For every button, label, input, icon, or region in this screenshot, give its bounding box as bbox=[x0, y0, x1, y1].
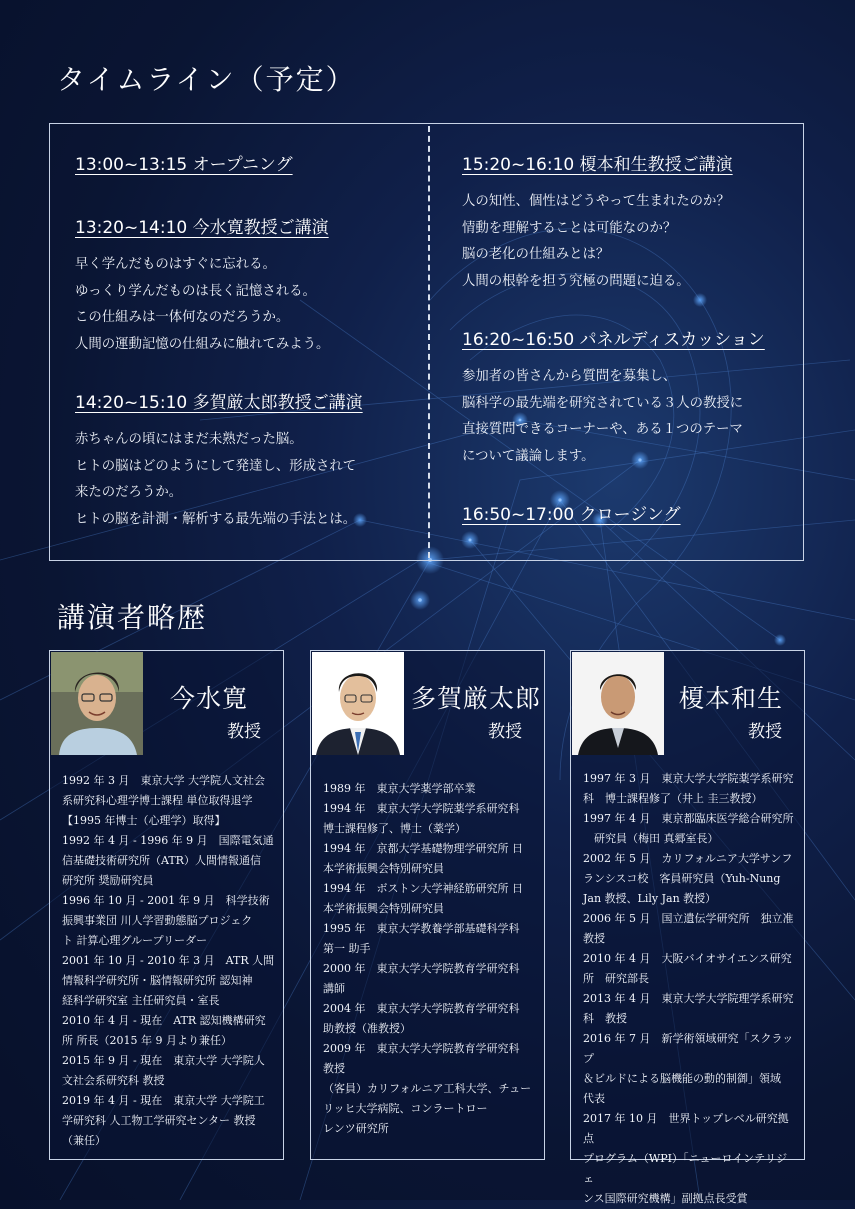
bio-line: 所 所長（2015 年 9 月より兼任） bbox=[62, 1034, 232, 1047]
bio-line: レンツ研究所 bbox=[323, 1122, 389, 1135]
bio-line: 1995 年 東京大学教養学部基礎科学科 bbox=[323, 922, 520, 935]
bio-line: 情報科学研究所・脳情報研究所 認知神 bbox=[62, 974, 253, 987]
speaker-role: 教授 bbox=[748, 722, 782, 742]
timeline-item-description bbox=[462, 364, 792, 470]
bio-line: 本学術振興会特別研究員 bbox=[323, 902, 444, 915]
bio-line: 所 研究部長 bbox=[583, 972, 649, 985]
bio-line: Jan 教授、Lily Jan 教授） bbox=[583, 892, 717, 905]
description-line: この仕組みは一体何なのだろうか。 bbox=[75, 310, 290, 325]
description-line: について議論します。 bbox=[462, 448, 595, 464]
bio-line: 2010 年 4 月 大阪バイオサイエンス研究 bbox=[583, 952, 792, 965]
description-line: 脳科学の最先端を研究されている３人の教授に bbox=[462, 395, 744, 411]
description-line: 情動を理解することは可能なのか？ bbox=[462, 220, 677, 236]
bio-line: 2015 年 9 月 - 現在 東京大学 大学院人 bbox=[62, 1054, 265, 1067]
speaker-name: 多賀厳太郎 bbox=[411, 684, 542, 713]
bio-line: 2016 年 7 月 新学術領域研究「スクラップ bbox=[583, 1032, 794, 1065]
bio-line: プログラム（WPI）「ニューロインテリジェ bbox=[583, 1152, 788, 1185]
bio-line: 1997 年 3 月 東京大学大学院薬学系研究 bbox=[583, 772, 794, 785]
speaker-bio bbox=[323, 779, 536, 1139]
portrait-image bbox=[51, 652, 143, 755]
timeline-divider bbox=[428, 126, 430, 558]
timeline-item-imamizu-lecture bbox=[75, 213, 415, 358]
timeline-right-column bbox=[462, 150, 792, 569]
timeline-item-opening bbox=[75, 150, 415, 189]
description-line: 脳の老化の仕組みとは？ bbox=[462, 247, 610, 262]
speaker-bio bbox=[62, 771, 275, 1151]
timeline-item-time: 13:20~14:10 今水寛教授ご講演 bbox=[75, 218, 329, 238]
bio-line: 助教授（准教授） bbox=[323, 1022, 411, 1035]
bio-line: ランシスコ校 客員研究員（Yuh-Nung bbox=[583, 872, 781, 885]
speaker-name: 今水寛 bbox=[170, 684, 249, 713]
bio-line: 2001 年 10 月 - 2010 年 3 月 ATR 人間 bbox=[62, 954, 275, 967]
bio-line: ＆ビルドによる脳機能の動的制御」領域 bbox=[583, 1072, 781, 1085]
description-line: ゆっくり学んだものは長く記憶される。 bbox=[75, 283, 316, 299]
bio-line: 2010 年 4 月 - 現在 ATR 認知機構研究 bbox=[62, 1014, 266, 1027]
bio-line: 2000 年 東京大学大学院教育学研究科 bbox=[323, 962, 520, 975]
description-line: 赤ちゃんの頃にはまだ未熟だった脳。 bbox=[75, 432, 303, 447]
timeline-item-time: 13:00~13:15 オープニング bbox=[75, 155, 293, 175]
speaker-role: 教授 bbox=[488, 722, 522, 742]
timeline-item-description bbox=[75, 427, 415, 533]
bio-line: 博士課程修了、博士（薬学） bbox=[323, 822, 466, 835]
speaker-card-imamizu bbox=[49, 650, 284, 1160]
speaker-card-taga bbox=[310, 650, 545, 1160]
bio-line: 1989 年 東京大学薬学部卒業 bbox=[323, 782, 476, 795]
description-line: 来たのだろうか。 bbox=[75, 485, 183, 500]
bio-line: 2013 年 4 月 東京大学大学院理学系研究 bbox=[583, 992, 794, 1005]
bio-line: 信基礎技術研究所（ATR）人間情報通信 bbox=[62, 854, 261, 867]
bio-line: 1994 年 東京大学大学院薬学系研究科 bbox=[323, 802, 520, 815]
bio-line: 研究所 奨励研究員 bbox=[62, 874, 154, 887]
bio-line: 1994 年 ボストン大学神経筋研究所 日 bbox=[323, 882, 523, 895]
timeline-item-closing bbox=[462, 500, 792, 539]
bio-line: リッヒ大学病院、コンラートロー bbox=[323, 1102, 488, 1115]
bio-line: 科 博士課程修了（井上 圭三教授） bbox=[583, 792, 763, 805]
bio-line: 2009 年 東京大学大学院教育学研究科 bbox=[323, 1042, 520, 1055]
bio-line: 1997 年 4 月 東京都臨床医学総合研究所 bbox=[583, 812, 794, 825]
portrait-image bbox=[312, 652, 404, 755]
bio-line: 1992 年 4 月 - 1996 年 9 月 国際電気通 bbox=[62, 834, 274, 847]
timeline-item-time: 16:50~17:00 クロージング bbox=[462, 505, 681, 525]
description-line: 人間の根幹を担う究極の問題に迫る。 bbox=[462, 273, 690, 289]
speaker-role: 教授 bbox=[227, 722, 261, 742]
speaker-bio bbox=[583, 769, 796, 1209]
bio-line: 科 教授 bbox=[583, 1012, 627, 1025]
speaker-name: 榎本和生 bbox=[679, 684, 784, 713]
description-line: 人間の運動記憶の仕組みに触れてみよう。 bbox=[75, 336, 330, 352]
description-line: 参加者の皆さんから質問を募集し、 bbox=[462, 369, 677, 384]
bio-line: 本学術振興会特別研究員 bbox=[323, 862, 444, 875]
bio-line: 2002 年 5 月 カリフォルニア大学サンフ bbox=[583, 852, 793, 865]
timeline-item-time: 14:20~15:10 多賀厳太郎教授ご講演 bbox=[75, 393, 363, 413]
bio-line: 代表 bbox=[583, 1092, 605, 1105]
description-line: 人の知性、個性はどうやって生まれたのか？ bbox=[462, 194, 730, 209]
timeline-item-time: 15:20~16:10 榎本和生教授ご講演 bbox=[462, 155, 733, 175]
bio-line: 学研究科 人工物工学研究センター 教授 bbox=[62, 1114, 256, 1127]
bio-line: 経科学研究室 主任研究員・室長 bbox=[62, 994, 220, 1007]
bio-line: 1996 年 10 月 - 2001 年 9 月 科学技術 bbox=[62, 894, 270, 907]
bio-line: 2019 年 4 月 - 現在 東京大学 大学院工 bbox=[62, 1094, 265, 1107]
bio-line: 講師 bbox=[323, 982, 345, 995]
description-line: 直接質問できるコーナーや、ある１つのテーマ bbox=[462, 422, 743, 437]
speaker-card-emoto bbox=[570, 650, 805, 1205]
description-line: 早く学んだものはすぐに忘れる。 bbox=[75, 257, 276, 272]
bio-line: 1992 年 3 月 東京大学 大学院人文社会 bbox=[62, 774, 265, 787]
description-line: ヒトの脳はどのようにして発達し、形成されて bbox=[75, 458, 357, 474]
bio-line: （客員）カリフォルニア工科大学、チュー bbox=[323, 1082, 532, 1095]
speakers-title: 講演者略歴 bbox=[57, 601, 208, 634]
bio-line: ンス国際研究機構」副拠点長受賞 bbox=[583, 1192, 748, 1205]
portrait-image bbox=[572, 652, 664, 755]
description-line: ヒトの脳を計測・解析する最先端の手法とは。 bbox=[75, 511, 357, 527]
bio-line: 研究員（梅田 真郷室長） bbox=[583, 832, 719, 845]
bio-line: 教授 bbox=[323, 1062, 345, 1075]
bio-line: 2017 年 10 月 世界トップレベル研究拠点 bbox=[583, 1112, 789, 1145]
bio-line: 1994 年 京都大学基礎物理学研究所 日 bbox=[323, 842, 523, 855]
bio-line: 2006 年 5 月 国立遺伝学研究所 独立准 bbox=[583, 912, 794, 925]
bio-line: 教授 bbox=[583, 932, 605, 945]
timeline-title: タイムライン（予定） bbox=[57, 63, 356, 96]
bio-line: 2004 年 東京大学大学院教育学研究科 bbox=[323, 1002, 520, 1015]
bio-line: 振興事業団 川人学習動態脳プロジェク bbox=[62, 914, 253, 927]
speaker-photo bbox=[572, 652, 664, 755]
bio-line: 第一 助手 bbox=[323, 942, 371, 955]
bio-line: ト 計算心理グループリーダー bbox=[62, 934, 208, 947]
bio-line: 系研究科心理学博士課程 単位取得退学 bbox=[62, 794, 253, 807]
timeline-left-column bbox=[75, 150, 415, 563]
timeline-item-taga-lecture bbox=[75, 388, 415, 533]
timeline-item-description bbox=[462, 189, 792, 295]
speaker-photo bbox=[312, 652, 404, 755]
speaker-photo bbox=[51, 652, 143, 755]
bio-line: 【1995 年博士（心理学）取得】 bbox=[62, 814, 226, 827]
bio-line: 文社会系研究科 教授 bbox=[62, 1074, 165, 1087]
timeline-item-time: 16:20~16:50 パネルディスカッション bbox=[462, 330, 765, 350]
timeline-item-description bbox=[75, 252, 415, 358]
timeline-item-emoto-lecture bbox=[462, 150, 792, 295]
bio-line: （兼任） bbox=[62, 1134, 106, 1147]
timeline-item-panel-discussion bbox=[462, 325, 792, 470]
